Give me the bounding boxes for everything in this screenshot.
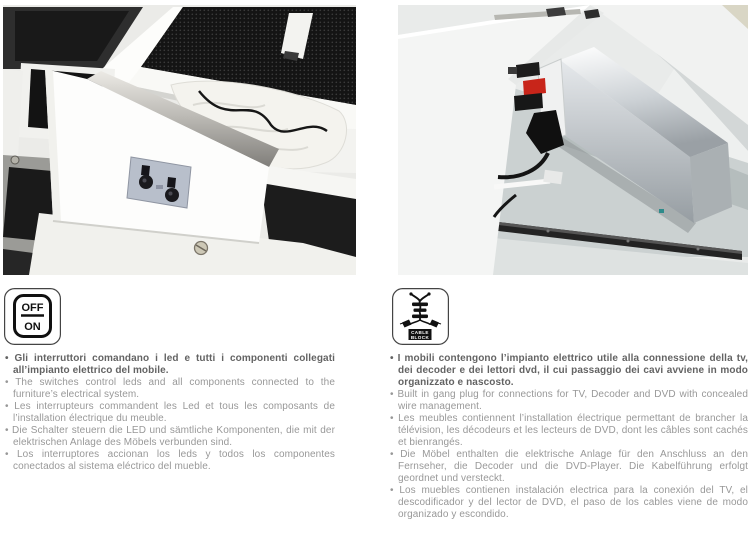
off-label: OFF [21, 302, 44, 314]
bullet-spanish: • Los interruptores accionan los leds y todos los componentes conectados al sistema eléctrico del mueble. [5, 449, 335, 473]
left-section [3, 5, 356, 473]
bullet-french: • Les meubles contiennent l’installation électrique permettant de brancher la télévision, les décodeurs et les lecteurs de DVD, dont les câbles sont cachés et bienrangés. [390, 413, 748, 449]
on-label: ON [24, 321, 41, 333]
bullet-italian: • I mobili contengono l’impianto elettrico utile alla connessione della tv, dei decoder e dei lettori dvd, il cui passaggio dei cavi avviene in modo organizzato e nascosto. [390, 353, 748, 389]
bullet-english: • Built in gang plug for connections for TV, Decoder and DVD with concealed wire management. [390, 389, 748, 413]
bullet-german: • Die Möbel enthalten die elektrische Anlage für den Anschluss an den Fernseher, die Decoder und die DVD-Player. Die Kabelführung erfolgt geordnet und versteckt. [390, 449, 748, 485]
left-bullet-list [5, 353, 335, 473]
bullet-spanish: • Los muebles contienen instalación electrica para la conexión del TV, el descodificador y del lector de DVD, el paso de los cables viene de modo organizado y escondido. [390, 485, 748, 521]
bullet-french: • Les interrupteurs commandent les Led et tous les composants de l’installation électrique du meuble. [5, 401, 335, 425]
cable-block-photo [398, 5, 748, 275]
drawer-switches-photo [3, 5, 356, 275]
cable-label: CABLE [411, 330, 429, 335]
bullet-german: • Die Schalter steuern die LED und sämtliche Komponenten, die mit der elektrischen Anlage des Möbels verbunden sind. [5, 425, 335, 449]
cable-block-icon [392, 288, 449, 345]
block-label: BLOCK [410, 335, 430, 340]
bullet-english: • The switches control leds and all components connected to the furniture’s electrical system. [5, 377, 335, 401]
right-section [398, 5, 748, 521]
on-off-switch-icon [4, 288, 61, 345]
right-bullet-list [390, 353, 748, 521]
bullet-italian: • Gli interruttori comandano i led e tutti i componenti collegati all’impianto elettrico del mobile. [5, 353, 335, 377]
